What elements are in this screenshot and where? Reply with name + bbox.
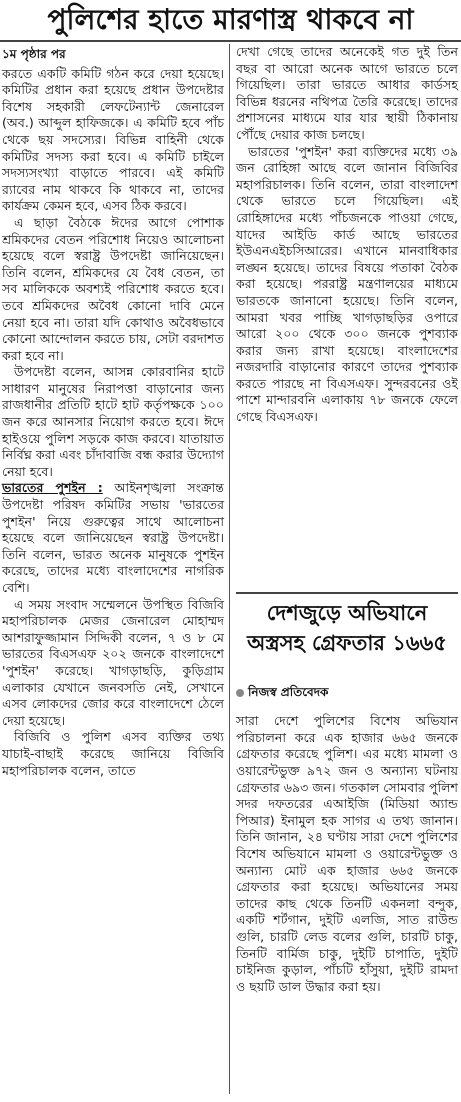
- column-divider: [229, 44, 230, 1094]
- byline-text: নিজস্ব প্রতিবেদক: [248, 685, 329, 699]
- bullet-icon: [236, 689, 244, 697]
- left-paragraph-4-text: আইনশৃঙ্খলা সংক্রান্ত উপদেষ্টা পরিষদ কমিটির সভায় 'ভারতের পুশইন' নিয়ে গুরুত্বের সাথে আলোচনা হয়েছে বলে জানিয়েছেন স্বরাষ্ট্র উপদেষ্টা। তিনি বলেন, ভারত অনেক মানুষকে পুশইন করেছে, তাদের মধ্যে বাংলাদেশের নাগরিক বেশি।: [2, 480, 224, 595]
- sub-article: [236, 684, 458, 1008]
- byline: [236, 684, 458, 701]
- left-column: [2, 44, 224, 779]
- sub-headline-rule: [236, 592, 458, 594]
- right-column: [236, 44, 458, 426]
- left-paragraph-3: উপদেষ্টা বলেন, আসন্ন কোরবানির হাটে সাধারণ মানুষের নিরাপত্তা বাড়ানোর জন্য রাজধানীর প্রতিটি হাটে হাট কর্তৃপক্ষকে ১০০ জন করে আনসার নিয়োগ করতে হবে। ঈদে হাইওয়ে পুলিশ সড়কে কাজ করবে। যাতায়াত নির্বিঘ্ন করা এবং চাঁদাবাজি বন্ধ করার উদ্যোগ নেয়া হবে।: [2, 364, 224, 479]
- left-paragraph-1: করতে একটি কমিটি গঠন করে দেয়া হয়েছে। কমিটির প্রধান করা হয়েছে প্রধান উপদেষ্টার বিশেষ সহকারী লেফটেন্যান্ট জেনারেল (অব.) আব্দুল হাফিজকে। এ কমিটি হবে পাঁচ থেকে ছয় সদস্যের। বিভিন্ন বাহিনী থেকে কমিটির সদস্য করা হবে। এ কমিটি চাইলে সদস্যসংখ্যা বাড়াতে পারবে। এই কমিটি র‍্যাবের নাম থাকবে কি থাকবে না, তাদের কার্যক্রম কেমন হবে, এসব ঠিক করবে।: [2, 65, 224, 214]
- sub-headline-box: [236, 598, 458, 676]
- left-paragraph-5: এ সময় সংবাদ সম্মেলনে উপস্থিত বিজিবি মহাপরিচালক মেজর জেনারেল মোহাম্মদ আশরাফুজ্জামান সিদ্দিকী বলেন, ৭ ও ৮ মে ভারতের বিএসএফ ২০২ জনকে বাংলাদেশে 'পুশইন' করেছে। খাগড়াছড়ি, কুড়িগ্রাম এলাকার যেখানে জনবসতি নেই, সেখানে এসব লোকদের জোর করে বাংলাদেশে ঠেলে দেয়া হয়েছে।: [2, 596, 224, 728]
- jump-label: ১ম পৃষ্ঠার পর: [2, 47, 66, 61]
- sub-article-paragraph: সারা দেশে পুলিশের বিশেষ অভিযান পরিচালনা করে এক হাজার ৬৬৫ জনকে গ্রেফতার করেছে পুলিশ। এর মধ্যে মামলা ও ওয়ারেন্টভুক্ত ৯৭২ জন ও অন্যান্য ঘটনায় গ্রেফতার ৬৯৩ জন। গতকাল সোমবার পুলিশ সদর দফতরের এআইজি (মিডিয়া অ্যান্ড পিআর) ইনামুল হক সাগর এ তথ্য জানান। তিনি জানান, ২৪ ঘণ্টায় সারা দেশে পুলিশের বিশেষ অভিযানে মামলা ও ওয়ারেন্টভুক্ত ও অন্যান্য মোট এক হাজার ৬৬৫ জনকে গ্রেফতার করা হয়েছে। অভিযানের সময় তাদের কাছ থেকে তিনটি একনলা বন্দুক, একটি শর্টগান, দুইটি এলজি, সাত রাউন্ড গুলি, চারটি লেড বলের গুলি, চারটি চাকু, তিনটি বার্মিজ চাকু, দুইটি চাপাতি, দুইটি চাইনিজ কুড়াল, পাঁচটি হাঁসুয়া, দুইটি রামদা ও ছয়টি ডাল উদ্ধার করা হয়।: [236, 713, 458, 994]
- left-paragraph-2: এ ছাড়া বৈঠকে ঈদের আগে পোশাক শ্রমিকদের বেতন পরিশোধ নিয়েও আলোচনা হয়েছে বলে স্বরাষ্ট্র উপদেষ্টা জানিয়েছেন। তিনি বলেন, শ্রমিকদের যে বৈধ বেতন, তা সব মালিককে অবশ্যই পরিশোধ করতে হবে। তবে শ্রমিকদের অবৈধ কোনো দাবি মেনে নেয়া হবে না। তারা যদি কোথাও অবৈধভাবে কোনো আন্দোলন করতে চায়, সেটা বরদাশত করা হবে না।: [2, 214, 224, 363]
- right-paragraph-1: দেখা গেছে তাদের অনেকেই গত দুই তিন বছর বা আরো অনেক আগে ভারতে চলে গিয়েছিল। তারা ভারতে আধার কার্ডসহ বিভিন্ন ধরনের নথিপত্র তৈরি করেছে। তাদের প্রশাসনের মাধ্যমে যার যার স্থায়ী ঠিকানায় পৌঁছে দেয়ার কাজ চলছে।: [236, 44, 458, 142]
- left-paragraph-4: [2, 480, 224, 596]
- left-paragraph-6: বিজিবি ও পুলিশ এসব ব্যক্তির তথ্য যাচাই-বাছাই করেছে জানিয়ে বিজিবি মহাপরিচালক বলেন, তাতে: [2, 729, 224, 778]
- headline-rule: [0, 40, 461, 42]
- headline: পুলিশের হাতে মারণাস্ত্র থাকবে না: [47, 3, 414, 36]
- subhead-india-pushin: ভারতের পুশইন :: [2, 480, 103, 496]
- sub-headline: দেশজুড়ে অভিযানে অস্ত্রসহ গ্রেফতার ১৬৬৫: [247, 601, 447, 655]
- right-paragraph-2: ভারতের 'পুশইন' করা ব্যক্তিদের মধ্যে ৩৯ জন রোহিঙ্গা আছে বলে জানান বিজিবির মহাপরিচালক। তিনি বলেন, তারা বাংলাদেশ থেকে ভারতে চলে গিয়েছিল। এই রোহিঙ্গাদের মধ্যে পাঁচজনকে পাওয়া গেছে, যাদের আইডি কার্ড আছে ভারতের ইউএনএইচসিআরের। এখানে মানবাধিকার লঙ্ঘন হয়েছে। তাদের বিষয়ে পতাকা বৈঠক করা হয়েছে। পররাষ্ট্র মন্ত্রণালয়ের মাধ্যমে ভারতকে জানানো হয়েছে। তিনি বলেন, আমরা খবর পাচ্ছি খাগড়াছড়ির ওপারে আরো ২০০ থেকে ৩০০ জনকে পুশব্যাক করার জন্য রাখা হয়েছে। বাংলাদেশের নজরদারি বাড়ানোর কারণে তাদের পুশব্যাক করতে পারছে না বিএসএফ। সুন্দরবনের ওই পাশে মান্দারবনি এলাকায় ৭৮ জনকে ফেলে গেছে বিএসএফ।: [236, 143, 458, 425]
